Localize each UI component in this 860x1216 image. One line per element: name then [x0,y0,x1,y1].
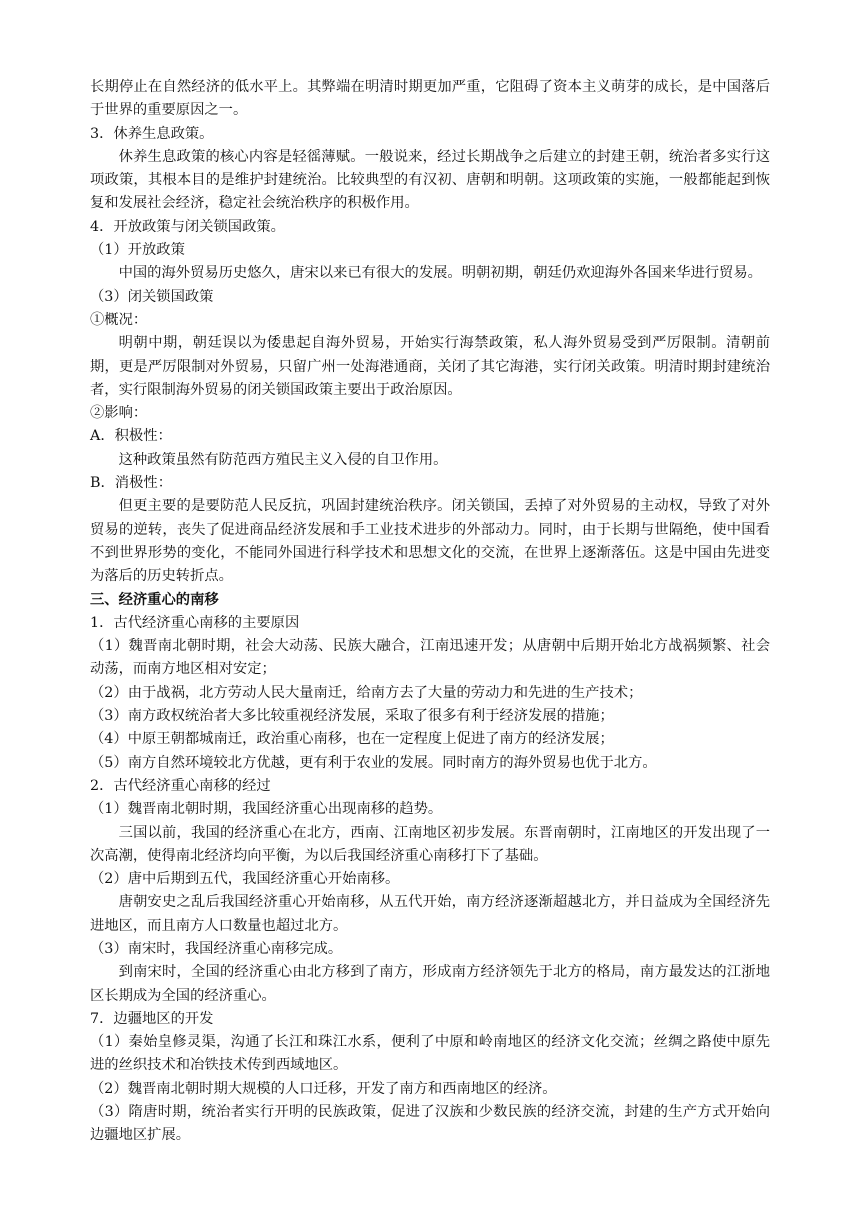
paragraph-11: 这种政策虽然有防范西方殖民主义入侵的自卫作用。 [118,451,448,468]
heading-7: 7．边疆地区的开发 [90,1010,214,1027]
subheading-open-policy: （1）开放政策 [90,242,185,259]
list-item: （3）南方政权统治者大多比较重视经济发展，采取了很多有利于经济发展的措施； [90,708,614,725]
section-title: 三、经济重心的南移 [90,591,219,608]
list-item: （3）南宋时，我国经济重心南移完成。 [90,940,343,957]
list-item: （5）南方自然环境较北方优越，更有利于农业的发展。同时南方的海外贸易也优于北方。 [90,754,657,771]
paragraph-13: 但更主要的是要防范人民反抗，巩固封建统治秩序。闭关锁国，丢掉了对外贸易的主动权，导致了对外贸易的逆转，丧失了促进商品经济发展和手工业技术进步的外部动力。同时，由于长期与世隔绝，使中国看不到世界形势的变化，不能同外国进行科学技术和思想文化的交流，在世界上逐渐落伍。这是中国由先进变为落后的历史转折点。 [90,498,770,585]
paragraph-27: 到南宋时，全国的经济重心由北方移到了南方，形成南方经济领先于北方的格局，南方最发达的江浙地区长期成为全国的经济重心。 [90,964,770,1004]
heading-3: 3．休养生息政策。 [90,125,214,142]
label-influence: ②影响： [90,405,148,422]
label-negative: B．消极性： [90,475,172,492]
list-item: （2）魏晋南北朝时期大规模的人口迁移，开发了南方和西南地区的经济。 [90,1080,557,1097]
list-item: （2）由于战祸，北方劳动人民大量南迁，给南方去了大量的劳动力和先进的生产技术； [90,684,643,701]
document-body [90,76,770,1148]
paragraph-25: 唐朝安史之乱后我国经济重心开始南移，从五代开始，南方经济逐渐超越北方，并日益成为全国经济先进地区，而且南方人口数量也超过北方。 [90,894,770,934]
heading-4: 4．开放政策与闭关锁国政策。 [90,218,285,235]
paragraph-2: 休养生息政策的核心内容是轻徭薄赋。一般说来，经过长期战争之后建立的封建王朝，统治者多实行这项政策，其根本目的是维护封建统治。比较典型的有汉初、唐朝和明朝。这项政策的实施，一般都能起到恢复和发展社会经济，稳定社会统治秩序的积极作用。 [90,148,770,212]
list-item: （1）秦始皇修灵渠，沟通了长江和珠江水系，便利了中原和岭南地区的经济文化交流；丝绸之路使中原先进的丝织技术和冶铁技术传到西域地区。 [90,1034,770,1074]
paragraph-23: 三国以前，我国的经济重心在北方，西南、江南地区初步发展。东晋南朝时，江南地区的开发出现了一次高潮，使得南北经济均向平衡，为以后我国经济重心南移打下了基础。 [90,824,770,864]
list-item: （1）魏晋南北朝时期，我国经济重心出现南移的趋势。 [90,801,443,818]
heading-1: 1．古代经济重心南移的主要原因 [90,614,300,631]
paragraph-8: 明朝中期，朝廷误以为倭患起自海外贸易，开始实行海禁政策，私人海外贸易受到严厉限制。清朝前期，更是严厉限制对外贸易，只留广州一处海港通商，关闭了其它海港，实行闭关政策。明清时期封建统治者，实行限制海外贸易的闭关锁国政策主要出于政治原因。 [90,335,770,398]
subheading-closed-policy: （3）闭关锁国政策 [90,288,214,305]
list-item: （1）魏晋南北朝时期，社会大动荡、民族大融合，江南迅速开发；从唐朝中后期开始北方战祸频繁、社会动荡，而南方地区相对安定； [90,638,770,678]
heading-2: 2．古代经济重心南移的经过 [90,777,271,794]
list-item: （3）隋唐时期，统治者实行开明的民族政策，促进了汉族和少数民族的经济交流，封建的生产方式开始向边疆地区扩展。 [90,1104,770,1144]
label-positive: A．积极性： [90,428,172,445]
list-item: （4）中原王朝都城南迁，政治重心南移，也在一定程度上促进了南方的经济发展； [90,731,614,748]
label-overview: ①概况： [90,311,148,328]
list-item: （2）唐中后期到五代，我国经济重心开始南移。 [90,871,400,888]
paragraph-0: 长期停止在自然经济的低水平上。其弊端在明清时期更加严重，它阻碍了资本主义萌芽的成长，是中国落后于世界的重要原因之一。 [90,79,770,119]
paragraph-5: 中国的海外贸易历史悠久，唐宋以来已有很大的发展。明朝初期，朝廷仍欢迎海外各国来华进行贸易。 [118,265,762,282]
